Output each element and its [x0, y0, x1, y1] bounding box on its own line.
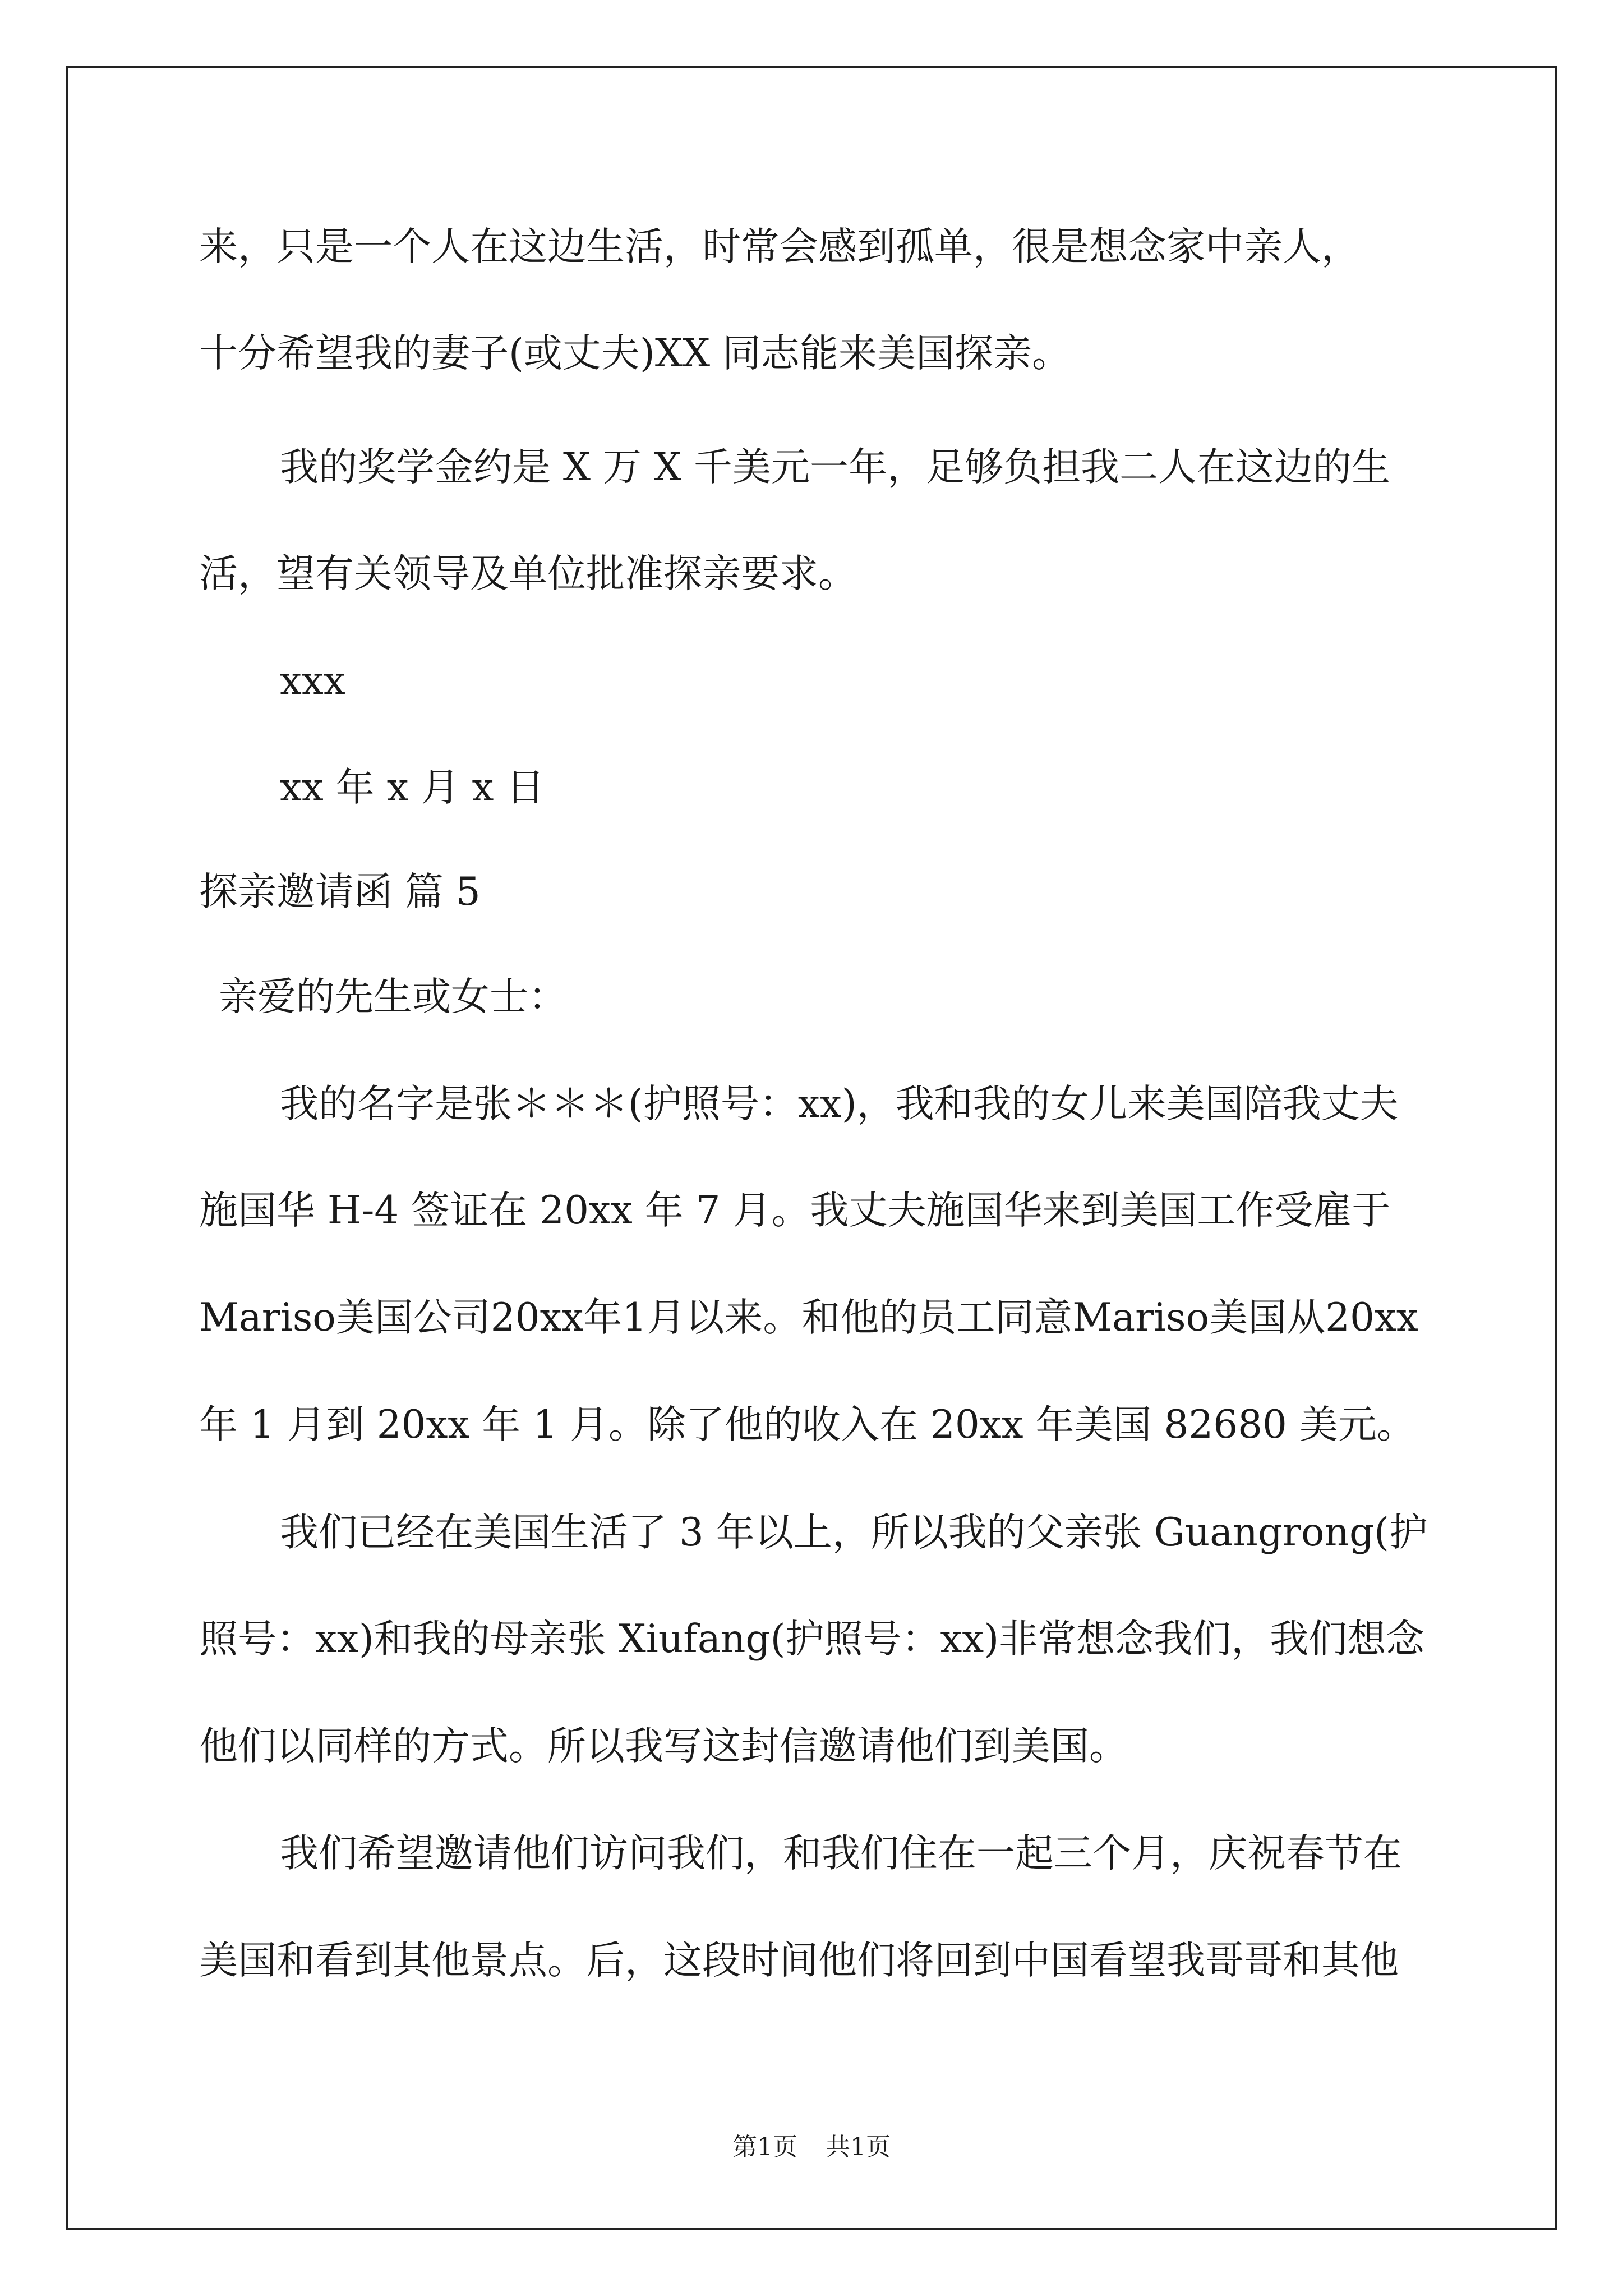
body-line-8: 年 1 月到 20xx 年 1 月。除了他的收入在 20xx 年美国 82680 美元。: [199, 1402, 1415, 1447]
body-line-11: 他们以同样的方式。所以我写这封信邀请他们到美国。: [199, 1724, 1128, 1769]
page-current: 第1页: [732, 2133, 797, 2161]
body-line-3: 我的奖学金约是 X 万 X 千美元一年，足够负担我二人在这边的生: [280, 445, 1390, 490]
body-line-4: 活，望有关领导及单位批准探亲要求。: [199, 551, 857, 596]
body-line-6: 施国华 H-4 签证在 20xx 年 7 月。我丈夫施国华来到美国工作受雇于: [199, 1188, 1391, 1233]
body-line-1: 来，只是一个人在这边生活，时常会感到孤单，很是想念家中亲人，: [199, 224, 1360, 269]
body-line-7: Mariso美国公司20xx年1月以来。和他的员工同意Mariso美国从20xx: [199, 1295, 1418, 1340]
signature-date: xx 年 x 月 x 日: [280, 765, 545, 810]
page-total: 共1页: [826, 2133, 891, 2161]
body-line-13: 美国和看到其他景点。后，这段时间他们将回到中国看望我哥哥和其他: [199, 1938, 1399, 1983]
section-heading: 探亲邀请函 篇 5: [199, 869, 481, 914]
body-line-12: 我们希望邀请他们访问我们，和我们住在一起三个月，庆祝春节在: [280, 1831, 1402, 1876]
body-line-5: 我的名字是张＊＊＊(护照号：xx)，我和我的女儿来美国陪我丈夫: [280, 1082, 1399, 1126]
body-line-10: 照号：xx)和我的母亲张 Xiufang(护照号：xx)非常想念我们，我们想念: [199, 1617, 1425, 1662]
salutation: 亲爱的先生或女士：: [219, 974, 567, 1019]
page-footer: [0, 2132, 1623, 2163]
page-border: [66, 66, 1557, 2230]
body-line-2: 十分希望我的妻子(或丈夫)XX 同志能来美国探亲。: [199, 331, 1071, 376]
body-line-9: 我们已经在美国生活了 3 年以上，所以我的父亲张 Guangrong(护: [280, 1510, 1428, 1555]
signature-name: xxx: [280, 659, 345, 703]
